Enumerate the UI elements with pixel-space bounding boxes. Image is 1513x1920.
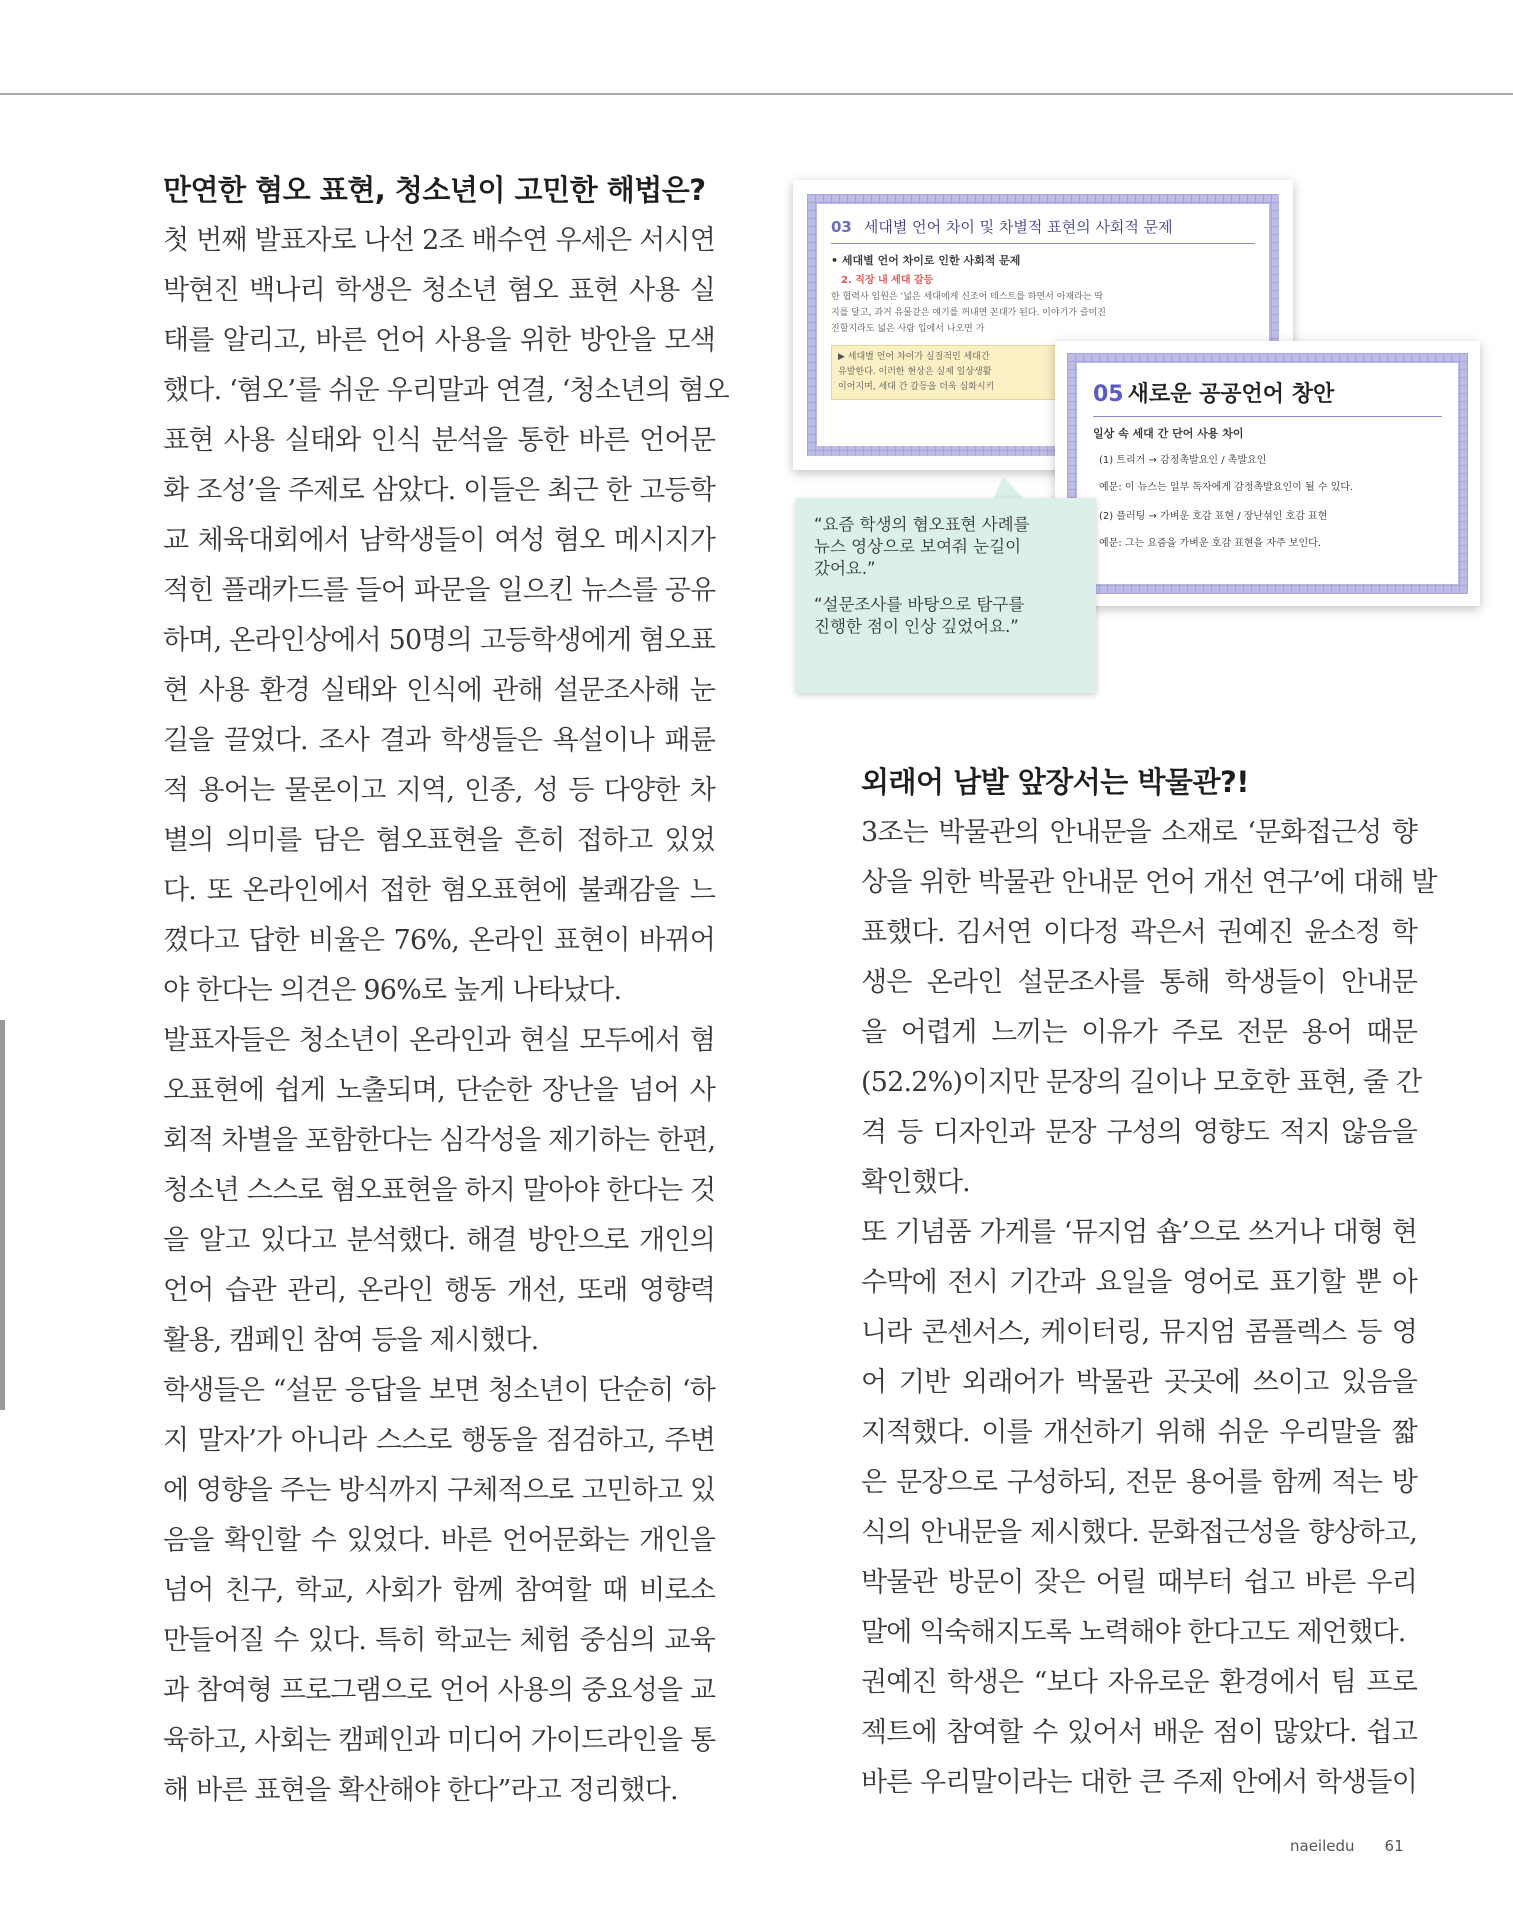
text-line: 을 어렵게 느끼는 이유가 주로 전문 용어 때문 bbox=[861, 1017, 1417, 1048]
slide-title-text: 새로운 공공언어 창안 bbox=[1127, 382, 1335, 407]
text-line: 청소년 스스로 혐오표현을 하지 말아야 한다는 것 bbox=[163, 1175, 716, 1206]
text-line: 지적했다. 이를 개선하기 위해 쉬운 우리말을 짧 bbox=[861, 1417, 1417, 1448]
quote-line: “요즘 학생의 혐오표현 사례를 bbox=[814, 515, 1030, 534]
slide-new-public-language bbox=[1055, 341, 1480, 606]
slide-frame bbox=[1067, 353, 1468, 594]
text-line: 표현 사용 실태와 인식 분석을 통한 바른 언어문 bbox=[163, 425, 715, 456]
text-line: 화 조성’을 주제로 삼았다. 이들은 최근 한 고등학 bbox=[163, 475, 715, 506]
paragraph bbox=[163, 1016, 715, 1366]
slide-box-line: ▶ 세대별 언어 차이가 실질적인 세대간 bbox=[838, 352, 990, 362]
text-line: 니라 콘센서스, 케이터링, 뮤지엄 콤플렉스 등 영 bbox=[861, 1317, 1417, 1348]
text-line: 태를 알리고, 바른 언어 사용을 위한 방안을 모색 bbox=[163, 325, 715, 356]
text-line: 넘어 친구, 학교, 사회가 함께 참여할 때 비로소 bbox=[163, 1575, 715, 1606]
presentation-figure bbox=[783, 176, 1483, 696]
text-line: 수막에 전시 기간과 요일을 영어로 표기할 뿐 아 bbox=[861, 1267, 1417, 1298]
text-line: 활용, 캠페인 참여 등을 제시했다. bbox=[163, 1325, 539, 1356]
text-line: 학생들은 “설문 응답을 보면 청소년이 단순히 ‘하 bbox=[163, 1375, 715, 1406]
text-line: 별의 의미를 담은 혐오표현을 흔히 접하고 있었 bbox=[163, 825, 715, 856]
text-line: 박현진 백나리 학생은 청소년 혐오 표현 사용 실 bbox=[163, 275, 715, 306]
text-line: 발표자들은 청소년이 온라인과 현실 모두에서 혐 bbox=[163, 1025, 715, 1056]
text-line: 언어 습관 관리, 온라인 행동 개선, 또래 영향력 bbox=[163, 1275, 715, 1306]
quote bbox=[814, 514, 1078, 580]
text-line: 현 사용 환경 실태와 인식에 관해 설문조사해 눈 bbox=[163, 675, 715, 706]
text-line: 음을 확인할 수 있었다. 바른 언어문화는 개인을 bbox=[163, 1525, 715, 1556]
slide-text: 한 협력사 임원은 ‘넓은 세대에게 신조어 테스트를 하면서 아재라는 딱 bbox=[831, 292, 1104, 302]
slide-text: 지를 달고, 과거 유물같은 얘기를 꺼내면 꼰대가 된다. 이야기가 즐미진 bbox=[831, 308, 1106, 318]
slide-example: 예문: 그는 요즘을 가벼운 호감 표현을 자주 보인다. bbox=[1099, 538, 1321, 549]
text-line: 해 바른 표현을 확산해야 한다”라고 정리했다. bbox=[163, 1775, 678, 1806]
paragraph bbox=[861, 1208, 1417, 1658]
text-line: 3조는 박물관의 안내문을 소재로 ‘문화접근성 향 bbox=[861, 817, 1417, 848]
section-heading-museum: 외래어 남발 앞장서는 박물관?! bbox=[861, 765, 1250, 799]
text-line: 했다. ‘혐오’를 쉬운 우리말과 연결, ‘청소년의 혐오 bbox=[163, 375, 729, 406]
paragraph bbox=[163, 216, 729, 1016]
slide-title-text: 세대별 언어 차이 및 차별적 표현의 사회적 문제 bbox=[863, 218, 1173, 236]
left-column bbox=[163, 168, 729, 1816]
top-divider bbox=[0, 93, 1513, 95]
text-line: 야 한다는 의견은 96%로 높게 나타났다. bbox=[163, 975, 622, 1006]
slide-box-line: 유발한다. 이러한 현상은 실제 일상생활 bbox=[838, 367, 992, 377]
left-edge-bar bbox=[0, 1020, 5, 1410]
quote bbox=[814, 594, 1078, 638]
text-line: 말에 익숙해지도록 노력해야 한다고도 제언했다. bbox=[861, 1617, 1406, 1648]
right-column bbox=[861, 760, 1437, 1808]
text-line: 육하고, 사회는 캠페인과 미디어 가이드라인을 통 bbox=[163, 1725, 716, 1756]
footer-brand: naeiledu bbox=[1290, 1837, 1355, 1855]
slide-number: 03 bbox=[831, 218, 852, 236]
slide-example: 예문: 이 뉴스는 일부 독자에게 감정촉발요인이 될 수 있다. bbox=[1099, 482, 1354, 493]
text-line: 확인했다. bbox=[861, 1167, 970, 1198]
paragraph bbox=[861, 1658, 1417, 1808]
quote-line: 갔어요.” bbox=[814, 559, 876, 578]
quote-speech-bubble bbox=[796, 498, 1096, 693]
text-line: 교 체육대회에서 남학생들이 여성 혐오 메시지가 bbox=[163, 525, 715, 556]
slide-title bbox=[1093, 377, 1442, 408]
page-number: 61 bbox=[1384, 1837, 1404, 1855]
text-line: 과 참여형 프로그램으로 언어 사용의 중요성을 교 bbox=[163, 1675, 716, 1706]
text-line: 식의 안내문을 제시했다. 문화접근성을 향상하고, bbox=[861, 1517, 1417, 1548]
text-line: 표했다. 김서연 이다정 곽은서 권예진 윤소정 학 bbox=[861, 917, 1417, 948]
text-line: 다. 또 온라인에서 접한 혐오표현에 불쾌감을 느 bbox=[163, 875, 715, 906]
text-line: 첫 번째 발표자로 나선 2조 배수연 우세은 서시연 bbox=[163, 225, 715, 256]
quote-line: 진행한 점이 인상 깊었어요.” bbox=[814, 617, 1019, 636]
slide-divider bbox=[831, 243, 1255, 244]
quote-line: “설문조사를 바탕으로 탐구를 bbox=[814, 595, 1025, 614]
slide-subtitle: 일상 속 세대 간 단어 사용 차이 bbox=[1093, 427, 1244, 440]
slide-title bbox=[831, 216, 1255, 237]
text-line: 에 영향을 주는 방식까지 구체적으로 고민하고 있 bbox=[163, 1475, 716, 1506]
text-line: 적 용어는 물론이고 지역, 인종, 성 등 다양한 차 bbox=[163, 775, 715, 806]
slide-divider bbox=[1093, 416, 1442, 417]
text-line: 박물관 방문이 잦은 어릴 때부터 쉽고 바른 우리 bbox=[861, 1567, 1417, 1598]
text-line: 을 알고 있다고 분석했다. 해결 방안으로 개인의 bbox=[163, 1225, 715, 1256]
slide-bullet: • 세대별 언어 차이로 인한 사회적 문제 bbox=[831, 254, 1021, 267]
text-line: 지 말자’가 아니라 스스로 행동을 점검하고, 주변 bbox=[163, 1425, 715, 1456]
text-line: 은 문장으로 구성하되, 전문 용어를 함께 적는 방 bbox=[861, 1467, 1417, 1498]
text-line: 상을 위한 박물관 안내문 언어 개선 연구’에 대해 발 bbox=[861, 867, 1437, 898]
text-line: 오표현에 쉽게 노출되며, 단순한 장난을 넘어 사 bbox=[163, 1075, 715, 1106]
text-line: 권예진 학생은 “보다 자유로운 환경에서 팀 프로 bbox=[861, 1667, 1417, 1698]
text-line: 꼈다고 답한 비율은 76%, 온라인 표현이 바뀌어 bbox=[163, 925, 715, 956]
paragraph bbox=[163, 1366, 715, 1816]
text-line: 바른 우리말이라는 대한 큰 주제 안에서 학생들이 bbox=[861, 1767, 1417, 1798]
slide-subheading: 2. 직장 내 세대 갈등 bbox=[841, 275, 934, 286]
section-heading-hate-speech: 만연한 혐오 표현, 청소년이 고민한 해법은? bbox=[163, 173, 706, 207]
page-footer bbox=[1290, 1837, 1404, 1855]
text-line: 젝트에 참여할 수 있어서 배운 점이 많았다. 쉽고 bbox=[861, 1717, 1417, 1748]
text-line: (52.2%)이지만 문장의 길이나 모호한 표현, 줄 간 bbox=[861, 1067, 1422, 1098]
text-line: 적힌 플래카드를 들어 파문을 일으킨 뉴스를 공유 bbox=[163, 575, 716, 606]
text-line: 길을 끌었다. 조사 결과 학생들은 욕설이나 패륜 bbox=[163, 725, 715, 756]
text-line: 생은 온라인 설문조사를 통해 학생들이 안내문 bbox=[861, 967, 1417, 998]
text-line: 회적 차별을 포함한다는 심각성을 제기하는 한편, bbox=[163, 1125, 716, 1156]
slide-number: 05 bbox=[1093, 382, 1124, 407]
slide-content bbox=[1077, 363, 1458, 584]
text-line: 만들어질 수 있다. 특히 학교는 체험 중심의 교육 bbox=[163, 1625, 715, 1656]
slide-item: (1) 트리거 → 감정촉발요인 / 촉발요인 bbox=[1099, 455, 1267, 466]
quote-line: 뉴스 영상으로 보여줘 눈길이 bbox=[814, 537, 1022, 556]
slide-item: (2) 플러팅 → 가벼운 호감 표현 / 장난섞인 호감 표현 bbox=[1099, 511, 1328, 522]
text-line: 또 기념품 가게를 ‘뮤지엄 숍’으로 쓰거나 대형 현 bbox=[861, 1217, 1417, 1248]
paragraph bbox=[861, 808, 1437, 1208]
text-line: 하며, 온라인상에서 50명의 고등학생에게 혐오표 bbox=[163, 625, 716, 656]
text-line: 어 기반 외래어가 박물관 곳곳에 쓰이고 있음을 bbox=[861, 1367, 1417, 1398]
text-line: 격 등 디자인과 문장 구성의 영향도 적지 않음을 bbox=[861, 1117, 1417, 1148]
slide-text: 진할지라도 넓은 사람 입에서 나오면 가 bbox=[831, 324, 985, 334]
slide-box-line: 이어지며, 세대 간 갈등을 더욱 심화시키 bbox=[838, 382, 995, 392]
speech-bubble-tail bbox=[993, 476, 1025, 500]
